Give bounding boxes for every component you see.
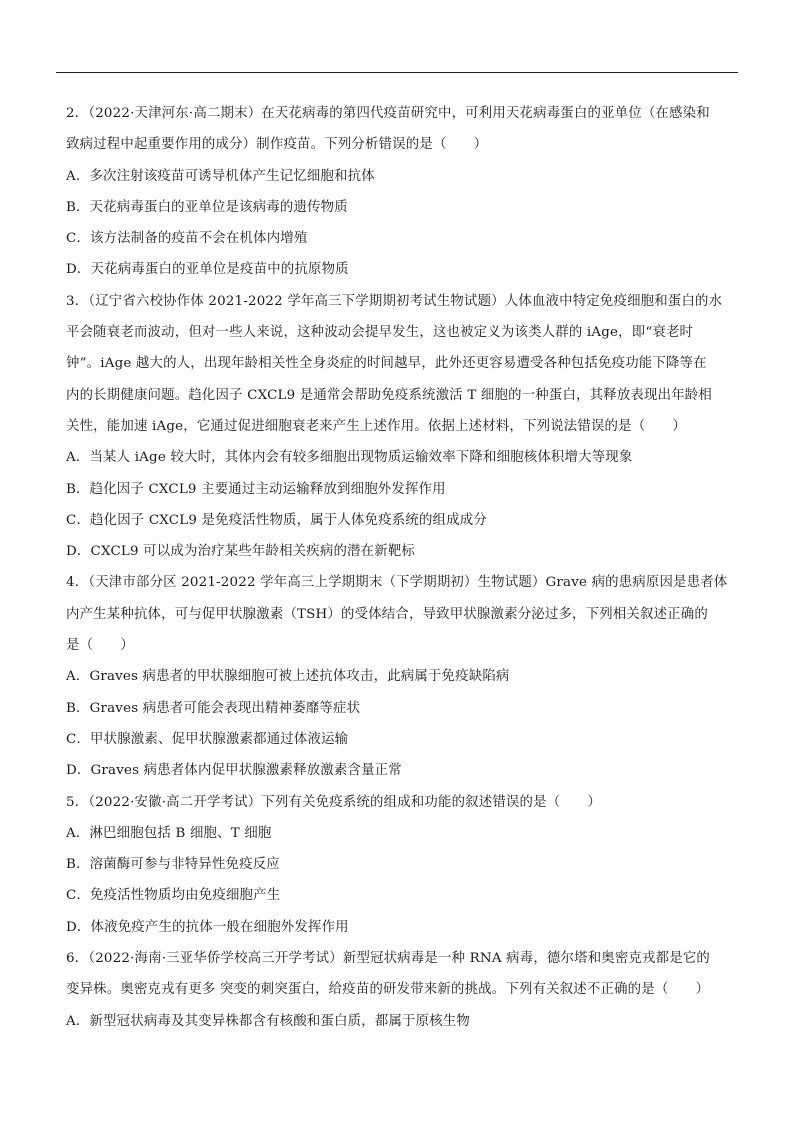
question-stem-line: 关性，能加速 iAge，它通过促进细胞衰老来产生上述作用。依据上述材料，下列说法错误的是（ ） bbox=[66, 418, 687, 434]
question-stem-line: 3．（辽宁省六校协作体 2021-2022 学年高三下学期期初考试生物试题）人体血液中特定免疫细胞和蛋白的水 bbox=[66, 293, 723, 309]
question-6 bbox=[66, 943, 728, 1037]
question-2 bbox=[66, 98, 728, 286]
option-c: C．趋化因子 CXCL9 是免疫活性物质，属于人体免疫系统的组成成分 bbox=[66, 512, 487, 528]
question-stem-line: 内的长期健康问题。趋化因子 CXCL9 是通常会帮助免疫系统激活 T 细胞的一种蛋白，其释放表现出年龄相 bbox=[66, 387, 712, 403]
question-stem-line: 6．（2022·海南·三亚华侨学校高三开学考试）新型冠状病毒是一种 RNA 病毒，德尔塔和奥密克戎都是它的 bbox=[66, 951, 711, 967]
option-b: B．天花病毒蛋白的亚单位是该病毒的遗传物质 bbox=[66, 199, 348, 215]
header-rule bbox=[56, 72, 738, 73]
option-c: C．甲状腺激素、促甲状腺激素都通过体液运输 bbox=[66, 731, 349, 747]
question-stem-line: 5．（2022·安徽·高二开学考试）下列有关免疫系统的组成和功能的叙述错误的是（ ） bbox=[66, 794, 602, 810]
option-a: A．淋巴细胞包括 B 细胞、T 细胞 bbox=[66, 825, 272, 841]
option-a: A．多次注射该疫苗可诱导机体产生记忆细胞和抗体 bbox=[66, 168, 375, 184]
option-d: D．体液免疫产生的抗体一般在细胞外发挥作用 bbox=[66, 919, 349, 935]
question-stem-line: 致病过程中起重要作用的成分）制作疫苗。下列分析错误的是（ ） bbox=[66, 137, 488, 153]
question-stem-line: 4．（天津市部分区 2021-2022 学年高三上学期期末（下学期期初）生物试题）Grave 病的患病原因是患者体 bbox=[66, 575, 728, 591]
option-b: B．趋化因子 CXCL9 主要通过主动运输释放到细胞外发挥作用 bbox=[66, 481, 446, 497]
question-3 bbox=[66, 286, 728, 568]
option-b: B．Graves 病患者可能会表现出精神萎靡等症状 bbox=[66, 700, 361, 716]
option-d: D．天花病毒蛋白的亚单位是疫苗中的抗原物质 bbox=[66, 262, 349, 278]
question-list bbox=[66, 98, 728, 1037]
question-stem-line: 变异株。奥密克戎有更多 突变的刺突蛋白，给疫苗的研发带来新的挑战。下列有关叙述不正确的是（ ） bbox=[66, 982, 710, 998]
option-a: A．新型冠状病毒及其变异株都含有核酸和蛋白质，都属于原核生物 bbox=[66, 1013, 470, 1029]
question-stem-line: 钟”。iAge 越大的人，出现年龄相关性全身炎症的时间越早，此外还更容易遭受各种包括免疫功能下降等在 bbox=[66, 356, 707, 372]
option-d: D．Graves 病患者体内促甲状腺激素释放激素含量正常 bbox=[66, 763, 402, 779]
question-5 bbox=[66, 787, 728, 943]
option-c: C．该方法制备的疫苗不会在机体内增殖 bbox=[66, 231, 308, 247]
option-a: A．当某人 iAge 较大时，其体内会有较多细胞出现物质运输效率下降和细胞核体积增大等现象 bbox=[66, 450, 633, 466]
question-4 bbox=[66, 567, 728, 786]
option-d: D．CXCL9 可以成为治疗某些年龄相关疾病的潜在新靶标 bbox=[66, 544, 415, 560]
option-b: B．溶菌酶可参与非特异性免疫反应 bbox=[66, 857, 280, 873]
question-stem-line: 2．（2022·天津河东·高二期末）在天花病毒的第四代疫苗研究中，可利用天花病毒蛋白的亚单位（在感染和 bbox=[66, 106, 710, 121]
option-a: A．Graves 病患者的甲状腺细胞可被上述抗体攻击，此病属于免疫缺陷病 bbox=[66, 669, 510, 685]
option-c: C．免疫活性物质均由免疫细胞产生 bbox=[66, 888, 281, 904]
question-stem-line: 内产生某种抗体，可与促甲状腺激素（TSH）的受体结合，导致甲状腺激素分泌过多，下列相关叙述正确的 bbox=[66, 606, 708, 622]
question-stem-line: 是（ ） bbox=[66, 638, 134, 654]
question-stem-line: 平会随衰老而波动，但对一些人来说，这种波动会提早发生，这也被定义为该类人群的 iAge，即“衰老时 bbox=[66, 325, 694, 341]
